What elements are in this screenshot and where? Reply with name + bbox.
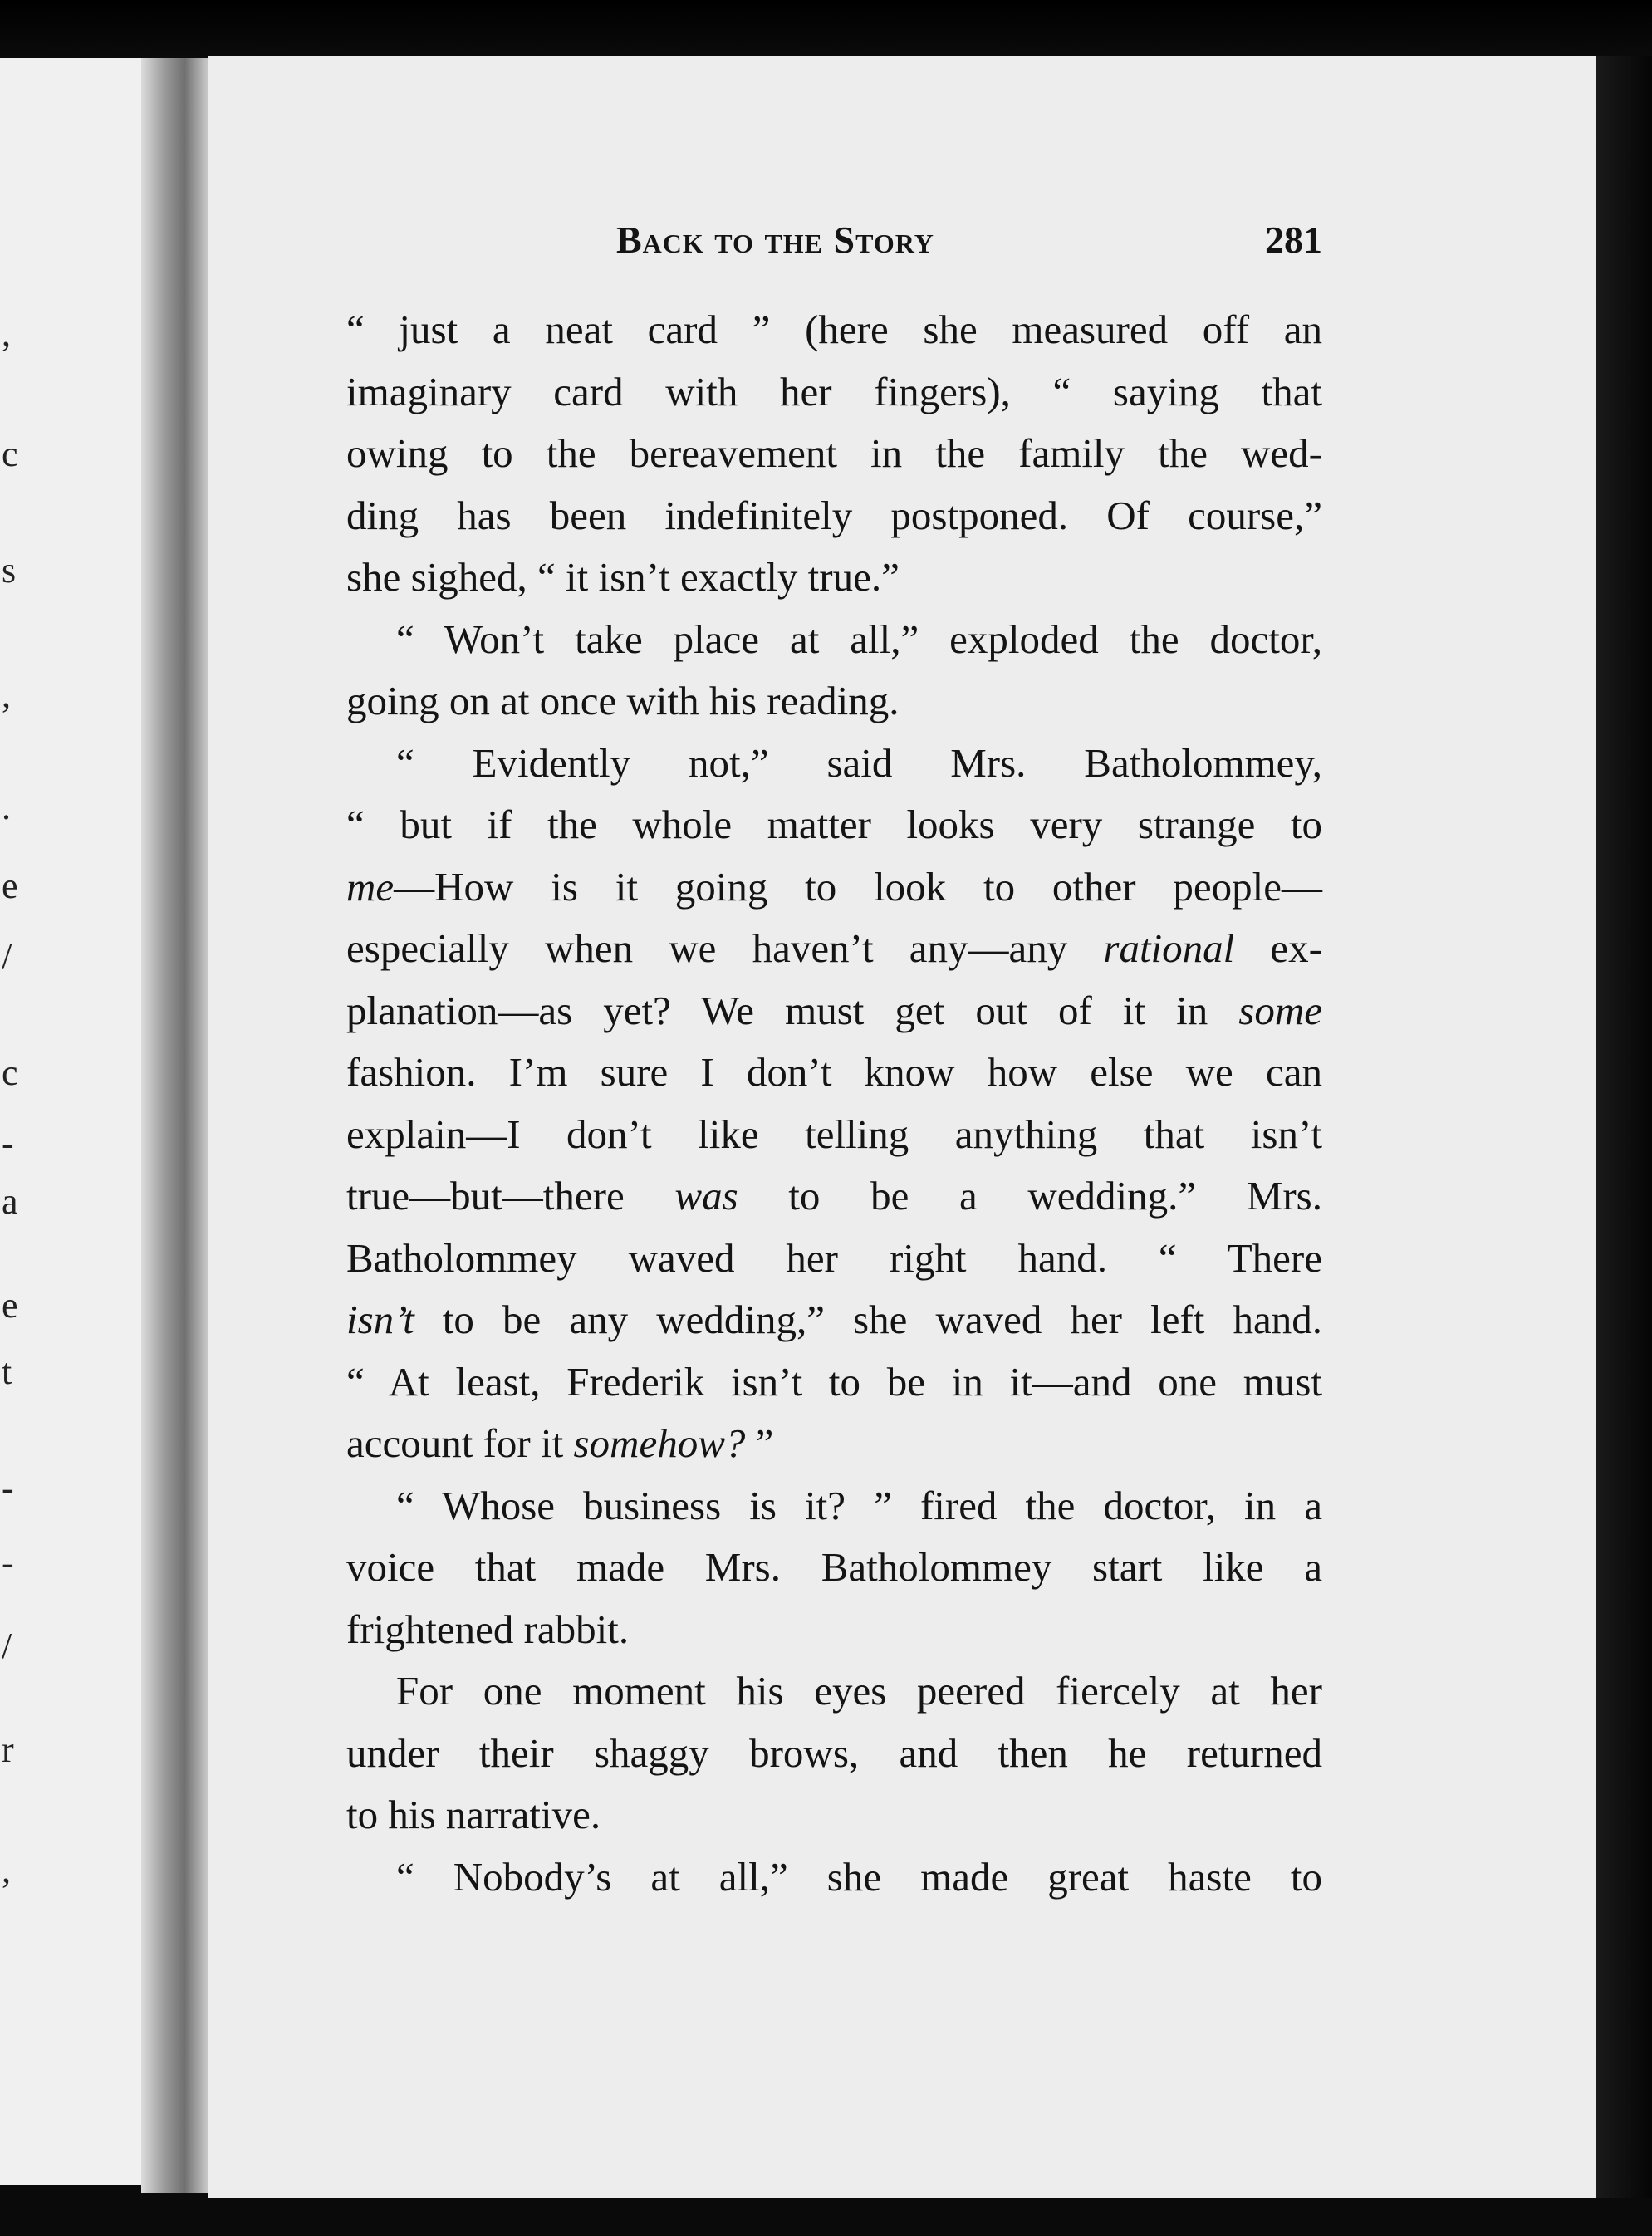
text-line	[346, 1660, 1322, 1723]
text-line	[346, 299, 1322, 361]
text-run: voice that made Mrs. Batholommey start like a	[346, 1544, 1322, 1590]
scan-right-border	[1596, 56, 1652, 2198]
text-line	[346, 1537, 1322, 1599]
text-run: planation—as yet? We must get out of it in	[346, 987, 1239, 1033]
text-run: true—but—there	[346, 1173, 675, 1219]
left-edge-glyph: ,	[2, 1850, 11, 1890]
italic-text-run: isn’t	[346, 1297, 414, 1342]
italic-text-run: some	[1238, 987, 1322, 1033]
text-line	[346, 1104, 1322, 1166]
italic-text-run: was	[674, 1173, 738, 1219]
left-edge-glyph: e	[2, 865, 18, 906]
text-run: —How is it going to look to other people—	[394, 863, 1322, 910]
text-run: account for it	[346, 1420, 574, 1466]
text-run: fashion. I’m sure I don’t know how else we can	[346, 1049, 1322, 1095]
left-edge-glyph: s	[2, 550, 17, 591]
text-line	[346, 1475, 1322, 1537]
text-run: imaginary card with her fingers), “ saying that	[346, 368, 1322, 414]
text-line	[346, 1228, 1322, 1290]
text-line	[346, 1846, 1322, 1909]
italic-text-run: rational	[1103, 925, 1235, 971]
left-edge-glyph: -	[2, 1542, 14, 1583]
left-edge-glyph: .	[2, 787, 11, 827]
left-edge-glyph: /	[2, 1626, 12, 1666]
text-line	[346, 794, 1322, 856]
left-edge-glyph: e	[2, 1285, 18, 1326]
text-run: “ Won’t take place at all,” exploded the doctor,	[396, 615, 1322, 662]
text-run: “ but if the whole matter looks very strange to	[346, 802, 1322, 847]
text-run: “ At least, Frederik isn’t to be in it—and one must	[346, 1358, 1322, 1405]
text-run: to his narrative.	[346, 1792, 601, 1837]
body-text	[346, 299, 1322, 1908]
text-line	[346, 361, 1322, 424]
text-run: ”	[745, 1420, 774, 1466]
text-line	[346, 609, 1322, 671]
left-edge-glyph: c	[2, 1052, 18, 1093]
text-line	[346, 1042, 1322, 1104]
left-page-edge-text	[0, 58, 27, 2185]
left-edge-glyph: a	[2, 1181, 18, 1222]
left-edge-glyph: ,	[2, 313, 11, 354]
italic-text-run: somehow?	[573, 1420, 746, 1466]
text-line	[346, 1413, 1322, 1475]
text-run: ding has been indefinitely postponed. Of course,”	[346, 492, 1322, 538]
left-edge-glyph: r	[2, 1729, 14, 1770]
left-edge-glyph: ,	[2, 674, 11, 715]
text-line	[346, 1599, 1322, 1661]
page-number: 281	[1265, 218, 1322, 261]
text-line	[346, 1723, 1322, 1785]
text-run: especially when we haven’t any—any	[346, 925, 1104, 971]
text-line	[346, 856, 1322, 919]
left-edge-glyph: t	[2, 1351, 12, 1392]
text-line	[346, 1289, 1322, 1351]
left-edge-glyph: /	[2, 936, 12, 977]
text-run: she sighed, “ it isn’t exactly true.”	[346, 554, 900, 600]
text-line	[346, 423, 1322, 485]
text-line	[346, 980, 1322, 1042]
text-line	[346, 1351, 1322, 1414]
text-line	[346, 918, 1322, 980]
text-run: “ just a neat card ” (here she measured off an	[346, 306, 1322, 352]
text-run: Batholommey waved her right hand. “ There	[346, 1234, 1322, 1281]
text-line	[346, 547, 1322, 609]
text-run: ex-	[1234, 925, 1322, 971]
text-run: under their shaggy brows, and then he returned	[346, 1729, 1322, 1776]
text-run: “ Evidently not,” said Mrs. Batholommey,	[396, 739, 1322, 786]
running-title: Back to the Story	[616, 218, 934, 261]
text-run: frightened rabbit.	[346, 1606, 630, 1652]
text-run: “ Whose business is it? ” fired the doctor, in a	[396, 1482, 1322, 1528]
running-head	[616, 218, 1322, 267]
left-edge-glyph: -	[2, 1123, 14, 1164]
text-line	[346, 733, 1322, 795]
left-edge-glyph: c	[2, 434, 18, 474]
text-run: owing to the bereavement in the family the wed-	[346, 430, 1322, 476]
text-line	[346, 1784, 1322, 1846]
text-line	[346, 485, 1322, 547]
text-line	[346, 670, 1322, 733]
text-run: For one moment his eyes peered fiercely at her	[396, 1668, 1322, 1714]
text-run: explain—I don’t like telling anything that isn’t	[346, 1111, 1322, 1157]
text-line	[346, 1165, 1322, 1228]
text-run: going on at once with his reading.	[346, 678, 900, 723]
text-run: to be any wedding,” she waved her left hand.	[414, 1297, 1322, 1342]
italic-text-run: me	[346, 863, 395, 910]
scan-top-border	[0, 0, 1652, 58]
left-edge-glyph: -	[2, 1468, 14, 1508]
text-run: to be a wedding.” Mrs.	[738, 1173, 1322, 1219]
text-run: “ Nobody’s at all,” she made great haste to	[396, 1853, 1322, 1900]
